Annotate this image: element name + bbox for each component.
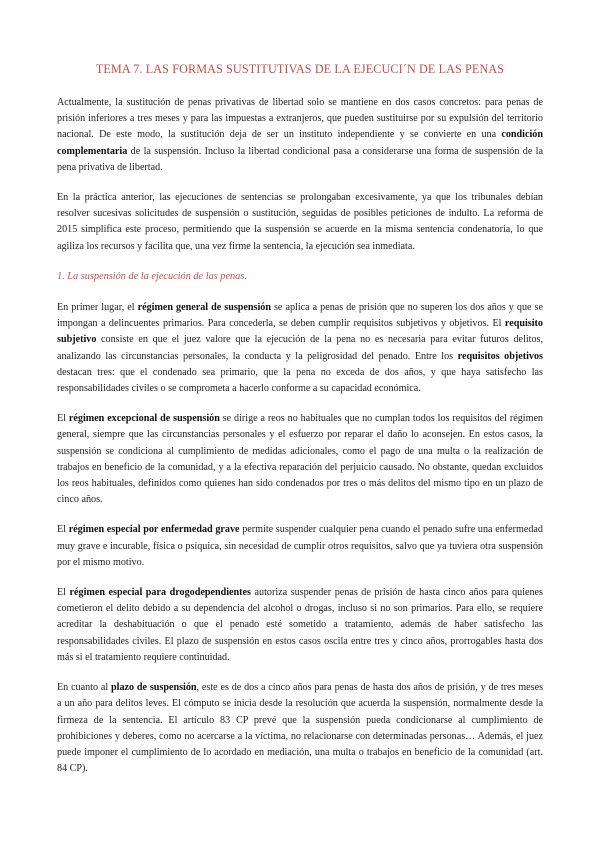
intro-paragraph-1: Actualmente, la sustitución de penas privativas de libertad solo se mantiene en dos casos concretos: para penas de prisión inferiores a tres meses y para las impuestas a extranjeros, que pueden sustituirse por su expulsión del territorio nacional. De este modo, la sustitución deja de ser un instituto independiente y se convierte en una condición complementaria de la suspensión. Incluso la libertad condicional pasa a considerarse una forma de suspensión de la pena privativa de libertad. — [57, 97, 543, 173]
section-heading-suspension: 1. La suspensión de la ejecución de las penas. — [57, 270, 247, 282]
bold-term: plazo de suspensión — [111, 682, 197, 694]
bold-term: condición complementaria — [57, 129, 543, 157]
paragraph-plazo-suspension: En cuanto al plazo de suspensión, este es de dos a cinco años para penas de hasta dos años de prisión, y de tres meses a un año para delitos leves. El cómputo se inicia desde la resolución que acuerda la suspensión, normalmente desde la firmeza de la sentencia. El artículo 83 CP prevé que la suspensión pueda condicionarse al cumplimiento de prohibiciones y deberes, como no acercarse a la víctima, no relacionarse con determinadas personas… Además, el juez puede imponer el cumplimiento de lo acordado en mediación, una multa o trabajos en beneficio de la comunidad (art. 84 CP). — [57, 682, 544, 775]
bold-term: régimen general de suspensión — [137, 302, 271, 314]
paragraph-regimen-drogodependientes: El régimen especial para drogodependientes autoriza suspender penas de prisión de hasta cinco años para quienes cometieron el delito debido a su dependencia del alcohol o drogas, incluso si no son primarios. Para ello, se requiere acreditar la deshabituación o que el penado esté sometido a tratamiento, además de haber satisfecho las responsabilidades civiles. El plazo de suspensión en estos casos oscila entre tres y cinco años, prorrogables hasta dos más si el tratamiento requiere continuidad. — [57, 587, 543, 663]
bold-term: régimen especial por enfermedad grave — [68, 524, 240, 536]
paragraph-regimen-excepcional: El régimen excepcional de suspensión se dirige a reos no habituales que no cumplan todos los requisitos del régimen general, siempre que las circunstancias personales y el esfuerzo por reparar el daño lo aconsejen. En estos casos, la suspensión se condiciona al cumplimiento de medidas adicionales, como el pago de una multa o la realización de trabajos en beneficio de la comunidad, y a la efectiva reparación del perjuicio causado. No obstante, quedan excluidos los reos habituales, definidos como quienes han sido condenados por tres o más delitos del mismo tipo en un plazo de cinco años. — [57, 413, 543, 506]
document-title: TEMA 7. LAS FORMAS SUSTITUTIVAS DE LA EJECUCI´N DE LAS PENAS — [95, 62, 505, 76]
bold-term: requisito subjetivo — [57, 318, 543, 346]
bold-term: régimen excepcional de suspensión — [68, 413, 220, 425]
bold-term: régimen especial para drogodependientes — [69, 587, 251, 599]
paragraph-regimen-general: En primer lugar, el régimen general de suspensión se aplica a penas de prisión que no superen los dos años y que se impongan a delincuentes primarios. Para concederla, se deben cumplir requisitos subjetivos y objetivos. El requisito subjetivo consiste en que el juez valore que la ejecución de la pena no es necesaria para evitar futuros delitos, analizando las circunstancias personales, la conducta y la peligrosidad del penado. Entre los requisitos objetivos destacan tres: que el condenado sea primario, que la pena no exceda de dos años, y que haya satisfecho las responsabilidades civiles o se comprometa a hacerlo conforme a su capacidad económica. — [57, 302, 543, 395]
intro-paragraph-2: En la práctica anterior, las ejecuciones de sentencias se prolongaban excesivamente, ya que los tribunales debían resolver sucesivas solicitudes de suspensión o sustitución, seguidas de posibles peticiones de indulto. La reforma de 2015 simplifica este proceso, permitiendo que la suspensión se acuerde en la misma sentencia condenatoria, lo que agiliza los recursos y facilita que, una vez firme la sentencia, la ejecución sea inmediata. — [57, 192, 543, 252]
paragraph-regimen-enfermedad: El régimen especial por enfermedad grave permite suspender cualquier pena cuando el penado sufre una enfermedad muy grave e incurable, física o psíquica, sin necesidad de cumplir otros requisitos, salvo que ya tuviera otra suspensión por el mismo motivo. — [57, 524, 543, 568]
bold-term: requisitos objetivos — [457, 350, 543, 362]
